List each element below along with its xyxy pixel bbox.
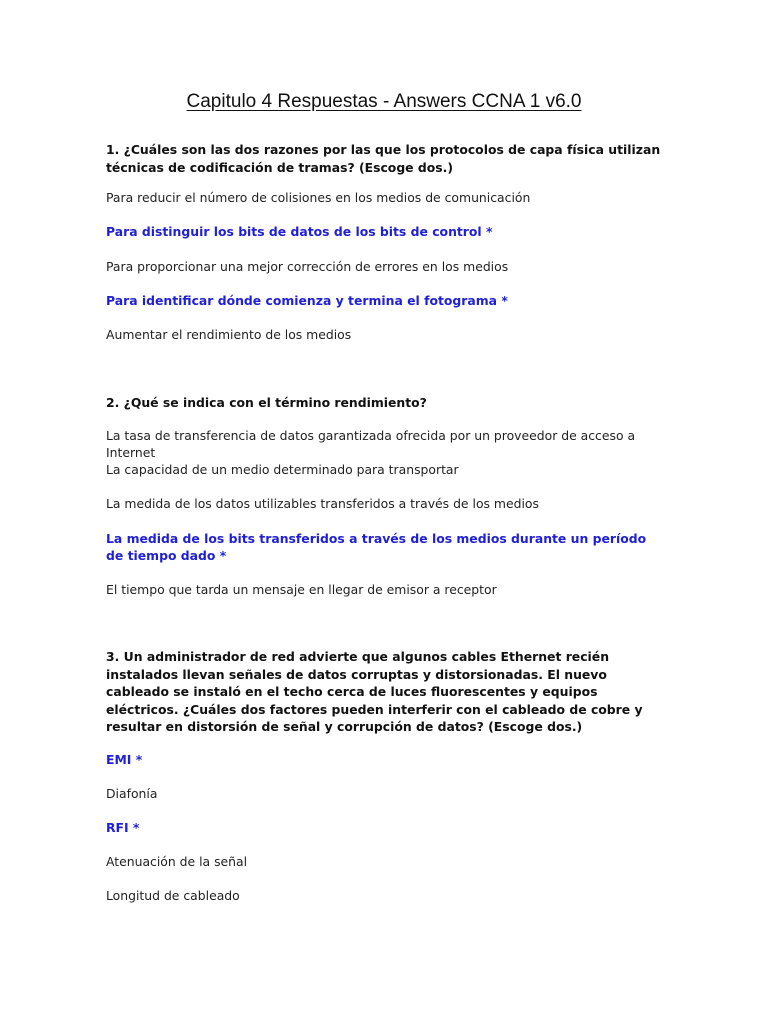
correct-answer-option: EMI * — [106, 752, 143, 767]
answer-option: La tasa de transferencia de datos garantizada ofrecida por un proveedor de acceso a Internet — [106, 428, 636, 460]
correct-answer-option: La medida de los bits transferidos a través de los medios durante un período de tiempo dado * — [106, 531, 647, 563]
answer-option: Para proporcionar una mejor corrección de errores en los medios — [106, 259, 509, 274]
answer-option: Aumentar el rendimiento de los medios — [106, 327, 352, 342]
document-title: Capitulo 4 Respuestas - Answers CCNA 1 v6.0 — [186, 91, 582, 112]
correct-answer-option: RFI * — [106, 820, 140, 835]
answer-option: Para reducir el número de colisiones en los medios de comunicación — [106, 190, 531, 205]
answer-option: El tiempo que tarda un mensaje en llegar de emisor a receptor — [106, 582, 497, 597]
question-1: 1. ¿Cuáles son las dos razones por las que los protocolos de capa física utilizan técnicas de codificación de tramas? (Escoge dos.) — [106, 142, 661, 175]
answer-option: Atenuación de la señal — [106, 854, 248, 869]
question-3: 3. Un administrador de red advierte que algunos cables Ethernet recién instalados llevan señales de datos corruptas y distorsionadas. El nuevo cableado se instaló en el techo cerca de luces fluorescentes y equipos eléctricos. ¿Cuáles dos factores pueden interferir con el cableado de cobre y resultar en distorsión de señal y corrupción de datos? (Escoge dos.) — [106, 649, 643, 734]
answer-option: La capacidad de un medio determinado para transportar — [106, 462, 459, 477]
question-2: 2. ¿Qué se indica con el término rendimiento? — [106, 395, 427, 410]
answer-option: Diafonía — [106, 786, 158, 801]
answer-option: La medida de los datos utilizables transferidos a través de los medios — [106, 496, 539, 511]
answer-option: Longitud de cableado — [106, 888, 240, 903]
correct-answer-option: Para identificar dónde comienza y termina el fotograma * — [106, 293, 508, 308]
correct-answer-option: Para distinguir los bits de datos de los bits de control * — [106, 224, 493, 239]
